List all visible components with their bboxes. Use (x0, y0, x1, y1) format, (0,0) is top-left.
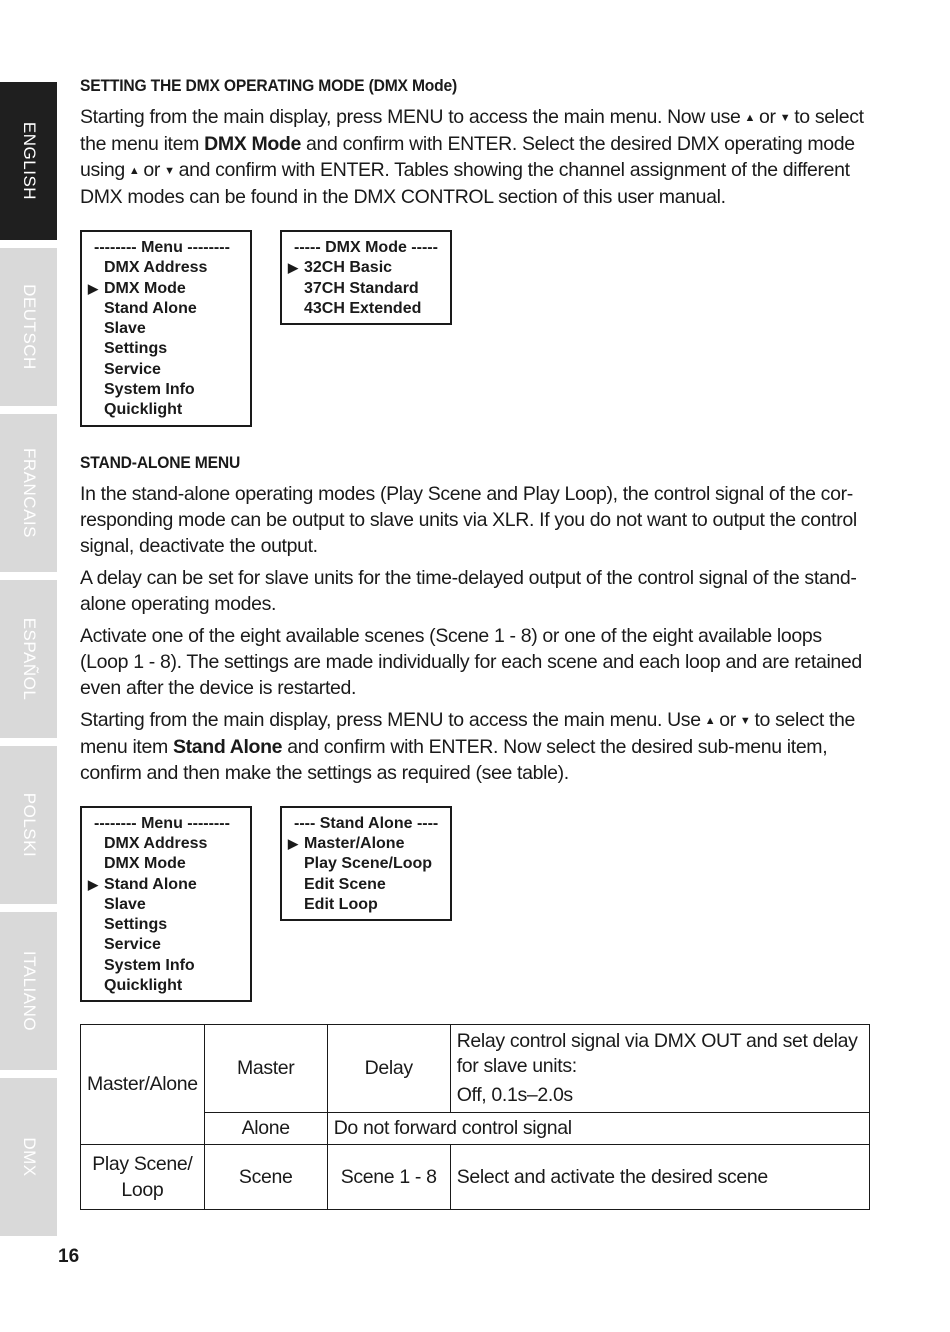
paragraph-stand-alone-4: Starting from the main display, press MENU to access the main menu. Use ▲ or ▼ to select the menu item Stand Alone and confirm with ENTER. Now select the desired sub-menu item, confirm and then make the settings as required (see table). (80, 708, 856, 784)
tab-francais[interactable]: FRANCAIS (0, 414, 57, 572)
paragraph-stand-alone-3: Activate one of the eight available scenes (Scene 1 - 8) or one of the eight available loops (Loop 1 - 8). The settings are made individually for each scene and each loop and are retained even after the device is restarted. (80, 624, 862, 699)
menu-item: Stand Alone (104, 299, 197, 317)
submenu-item: 43CH Extended (304, 299, 422, 317)
selection-pointer-icon: ▶ (288, 260, 298, 276)
tab-dmx[interactable]: DMX (0, 1078, 57, 1236)
table-cell: Scene (204, 1145, 327, 1210)
section-heading-stand-alone: STAND-ALONE MENU (80, 452, 241, 472)
menu-item: Quicklight (104, 401, 183, 419)
menu-item: DMX Mode (104, 855, 186, 873)
selection-pointer-icon: ▶ (288, 835, 298, 851)
submenu-item-selected: ▶ 32CH Basic (294, 258, 440, 278)
tab-english[interactable]: ENGLISH (0, 82, 57, 240)
dmx-mode-submenu-box (280, 230, 452, 325)
submenu-title: ---- Stand Alone ---- (294, 814, 439, 832)
menu-item-name: Stand Alone (172, 735, 283, 758)
table-cell: Alone (204, 1113, 327, 1145)
main-menu-box (80, 230, 252, 427)
submenu-item: 37CH Standard (304, 279, 419, 297)
selection-pointer-icon: ▶ (88, 876, 98, 892)
tab-italiano[interactable]: ITALIANO (0, 912, 57, 1070)
arrow-down-icon: ▼ (779, 112, 791, 124)
menu-item: Settings (104, 340, 168, 358)
table-cell: Do not forward control signal (327, 1113, 869, 1145)
menu-item: Slave (104, 320, 146, 338)
menu-item: System Info (104, 381, 195, 399)
paragraph-dmx-mode: Starting from the main display, press MENU to access the main menu. Now use ▲ or ▼ to select the menu item DMX Mode and confirm with ENTER. Select the desired DMX operating mode using ▲ or ▼ and confirm with ENTER. Tables showing the channel assignment of the different DMX modes can be found in the DMX CONTROL section of this user manual. (80, 106, 864, 208)
menu-item: DMX Address (104, 259, 208, 277)
menu-title: -------- Menu -------- (94, 814, 230, 832)
menu-item: System Info (104, 956, 195, 974)
arrow-down-icon: ▼ (164, 165, 175, 177)
paragraph-stand-alone-1: In the stand-alone operating modes (Play Scene and Play Loop), the control signal of the cor-responding mode can be output to slave units via XLR. If you do not want to output the control signal, deactivate the output. (80, 482, 857, 557)
arrow-up-icon: ▲ (744, 112, 756, 124)
submenu-item: Play Scene/Loop (304, 855, 433, 873)
language-tabs (0, 82, 57, 1244)
paragraph-stand-alone-2: A delay can be set for slave units for the time-delayed output of the control signal of the stand-alone operating modes. (80, 566, 857, 615)
selection-pointer-icon: ▶ (88, 280, 98, 296)
tab-polski[interactable]: POLSKI (0, 746, 57, 904)
menu-title: -------- Menu -------- (94, 239, 230, 256)
menu-item-name: DMX Mode (204, 133, 301, 155)
submenu-title: ----- DMX Mode ----- (294, 239, 438, 256)
arrow-up-icon: ▲ (704, 714, 716, 727)
menu-item: Service (104, 936, 161, 954)
menu-item: Settings (104, 916, 168, 934)
table-row (81, 1145, 870, 1210)
section-heading-dmx-mode: SETTING THE DMX OPERATING MODE (DMX Mode) (80, 76, 458, 95)
table-cell: Scene 1 - 8 (327, 1145, 450, 1210)
tab-espanol[interactable]: ESPAÑOL (0, 580, 57, 738)
stand-alone-submenu-box (280, 806, 452, 921)
stand-alone-settings-table (80, 1024, 870, 1210)
table-cell: Master/Alone (81, 1025, 205, 1145)
menu-item: DMX Address (104, 834, 208, 852)
tab-deutsch[interactable]: DEUTSCH (0, 248, 57, 406)
table-cell: Relay control signal via DMX OUT and set delay for slave units: Off, 0.1s–2.0s (450, 1025, 869, 1113)
page-content (80, 76, 872, 1210)
table-cell: Play Scene/ Loop (81, 1145, 205, 1210)
arrow-up-icon: ▲ (128, 165, 140, 177)
menu-item: Slave (104, 895, 146, 913)
submenu-item: Edit Loop (304, 895, 378, 913)
menu-item: Service (104, 360, 161, 378)
menu-item-selected: ▶ DMX Mode (94, 279, 240, 299)
menu-item-selected: ▶ Stand Alone (94, 875, 240, 895)
menu-diagram-stand-alone (80, 806, 872, 1003)
submenu-item-selected: ▶ Master/Alone (294, 834, 440, 854)
page-number: 16 (58, 1246, 80, 1267)
menu-item: Quicklight (104, 977, 183, 995)
menu-diagram-dmx-mode (80, 230, 872, 427)
table-cell: Delay (327, 1025, 450, 1113)
submenu-item: Edit Scene (304, 875, 386, 893)
arrow-down-icon: ▼ (739, 714, 751, 727)
table-cell: Master (204, 1025, 327, 1113)
table-cell: Select and activate the desired scene (450, 1145, 869, 1210)
table-row (81, 1025, 870, 1113)
main-menu-box (80, 806, 252, 1003)
